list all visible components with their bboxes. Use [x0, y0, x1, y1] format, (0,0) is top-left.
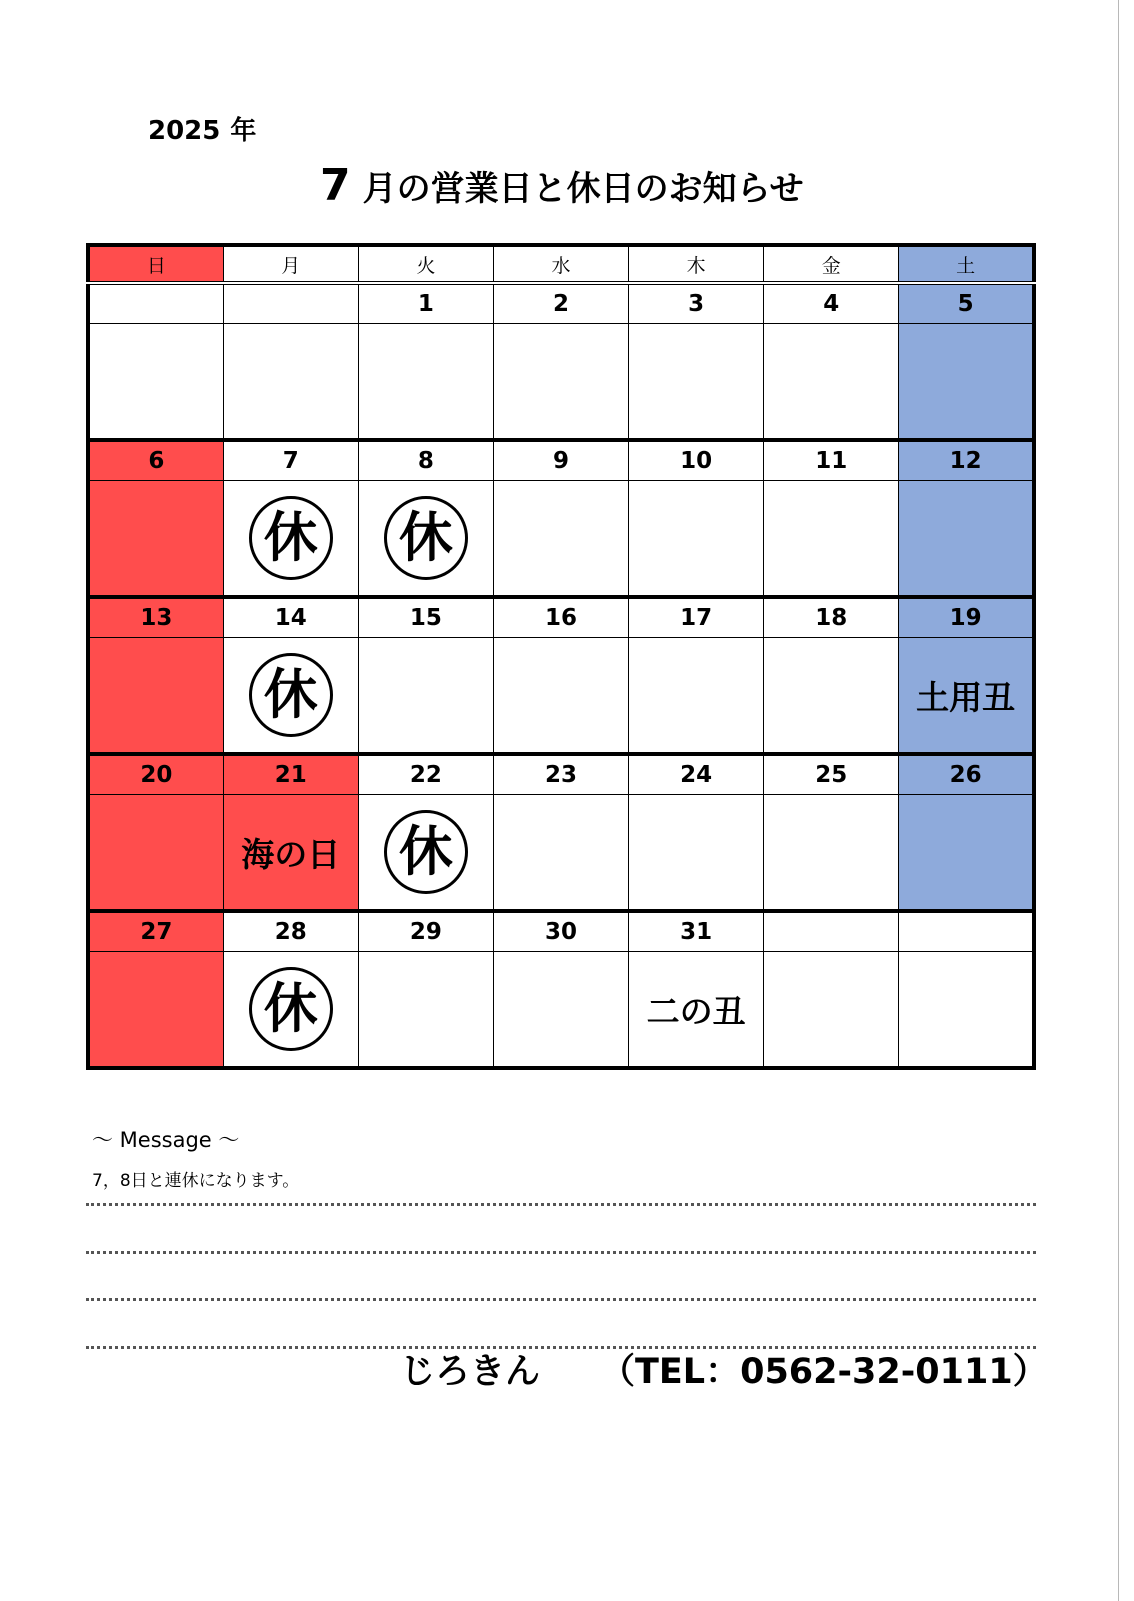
- nino-ushi-note: 二の丑: [646, 991, 746, 1031]
- date-cell: 31: [629, 911, 764, 952]
- year-label: [148, 110, 256, 147]
- note-cell: [223, 324, 358, 441]
- note-cell: [899, 795, 1034, 912]
- date-cell: 7: [223, 440, 358, 481]
- date-cell: 14: [223, 597, 358, 638]
- week-1-dates: [88, 283, 1034, 324]
- note-cell: [223, 795, 358, 912]
- weekday-sat: 土: [899, 245, 1034, 283]
- date-cell: 21: [223, 754, 358, 795]
- message-dotted-line: [86, 1298, 1036, 1301]
- week-2-notes: [88, 481, 1034, 598]
- date-cell: 5: [899, 283, 1034, 324]
- note-cell: [493, 481, 628, 598]
- closed-day-circle-icon: 休: [249, 967, 333, 1051]
- date-cell: 15: [358, 597, 493, 638]
- date-cell: 19: [899, 597, 1034, 638]
- note-cell: [88, 324, 223, 441]
- date-cell: [88, 283, 223, 324]
- date-cell: 4: [764, 283, 899, 324]
- weekday-fri: 金: [764, 245, 899, 283]
- note-cell: [88, 795, 223, 912]
- note-cell: [493, 324, 628, 441]
- weekday-thu: 木: [629, 245, 764, 283]
- week-4-dates: [88, 754, 1034, 795]
- note-cell: [764, 638, 899, 755]
- closed-day-circle-icon: 休: [384, 496, 468, 580]
- note-cell: [764, 481, 899, 598]
- note-cell: [493, 952, 628, 1069]
- weekday-sun: 日: [88, 245, 223, 283]
- week-5-dates: [88, 911, 1034, 952]
- note-cell: [358, 481, 493, 598]
- date-cell: 20: [88, 754, 223, 795]
- date-cell: 25: [764, 754, 899, 795]
- date-cell: 10: [629, 440, 764, 481]
- date-cell: 16: [493, 597, 628, 638]
- note-cell: [629, 795, 764, 912]
- note-cell: [764, 324, 899, 441]
- message-text: 7，8日と連休になります。: [92, 1171, 300, 1191]
- week-5-notes: [88, 952, 1034, 1069]
- note-cell: [629, 638, 764, 755]
- week-4-notes: [88, 795, 1034, 912]
- note-cell: [899, 952, 1034, 1069]
- note-cell: [88, 952, 223, 1069]
- closed-day-circle-icon: 休: [384, 810, 468, 894]
- note-cell: [223, 481, 358, 598]
- note-cell: [629, 324, 764, 441]
- doyo-ushi-note: 土用丑: [916, 677, 1016, 717]
- shop-name: じろきん: [400, 1352, 541, 1392]
- note-cell: [358, 324, 493, 441]
- title-text: 月の営業日と休日のお知らせ: [362, 169, 804, 209]
- weekday-mon: 月: [223, 245, 358, 283]
- note-cell: [764, 952, 899, 1069]
- date-cell: 9: [493, 440, 628, 481]
- date-cell: [223, 283, 358, 324]
- footer-contact: [400, 1344, 1048, 1394]
- date-cell: 13: [88, 597, 223, 638]
- date-cell: 3: [629, 283, 764, 324]
- calendar-table: [86, 243, 1036, 1070]
- message-dotted-line: [86, 1251, 1036, 1254]
- date-cell: 8: [358, 440, 493, 481]
- date-cell: 28: [223, 911, 358, 952]
- weekday-tue: 火: [358, 245, 493, 283]
- week-3-notes: [88, 638, 1034, 755]
- date-cell: [899, 911, 1034, 952]
- note-cell: [88, 638, 223, 755]
- date-cell: 26: [899, 754, 1034, 795]
- message-heading: ～ Message ～: [92, 1128, 240, 1152]
- date-cell: 1: [358, 283, 493, 324]
- date-cell: 11: [764, 440, 899, 481]
- date-cell: [764, 911, 899, 952]
- date-cell: 6: [88, 440, 223, 481]
- note-cell: [493, 795, 628, 912]
- note-cell: [899, 324, 1034, 441]
- note-cell: [88, 481, 223, 598]
- date-cell: 24: [629, 754, 764, 795]
- year-unit: 年: [230, 116, 257, 146]
- note-cell: [358, 638, 493, 755]
- message-dotted-line: [86, 1203, 1036, 1206]
- date-cell: 12: [899, 440, 1034, 481]
- date-cell: 23: [493, 754, 628, 795]
- date-cell: 30: [493, 911, 628, 952]
- note-cell: [629, 952, 764, 1069]
- weekday-header-row: [88, 245, 1034, 283]
- week-3-dates: [88, 597, 1034, 638]
- page-title: [320, 160, 804, 211]
- note-cell: [358, 952, 493, 1069]
- note-cell: [764, 795, 899, 912]
- year-number: 2025: [148, 116, 221, 146]
- date-cell: 29: [358, 911, 493, 952]
- date-cell: 17: [629, 597, 764, 638]
- note-cell: [899, 481, 1034, 598]
- note-cell: [629, 481, 764, 598]
- page-edge-rule: [1118, 0, 1119, 1601]
- marine-day-note: 海の日: [241, 834, 341, 874]
- date-cell: 2: [493, 283, 628, 324]
- note-cell: [223, 952, 358, 1069]
- closed-day-circle-icon: 休: [249, 496, 333, 580]
- note-cell: [899, 638, 1034, 755]
- note-cell: [358, 795, 493, 912]
- date-cell: 27: [88, 911, 223, 952]
- closed-day-circle-icon: 休: [249, 653, 333, 737]
- weekday-wed: 水: [493, 245, 628, 283]
- note-cell: [493, 638, 628, 755]
- date-cell: 18: [764, 597, 899, 638]
- week-1-notes: [88, 324, 1034, 441]
- note-cell: [223, 638, 358, 755]
- shop-tel: （TEL：0562-32-0111）: [600, 1352, 1048, 1392]
- week-2-dates: [88, 440, 1034, 481]
- date-cell: 22: [358, 754, 493, 795]
- title-month: 7: [320, 160, 351, 211]
